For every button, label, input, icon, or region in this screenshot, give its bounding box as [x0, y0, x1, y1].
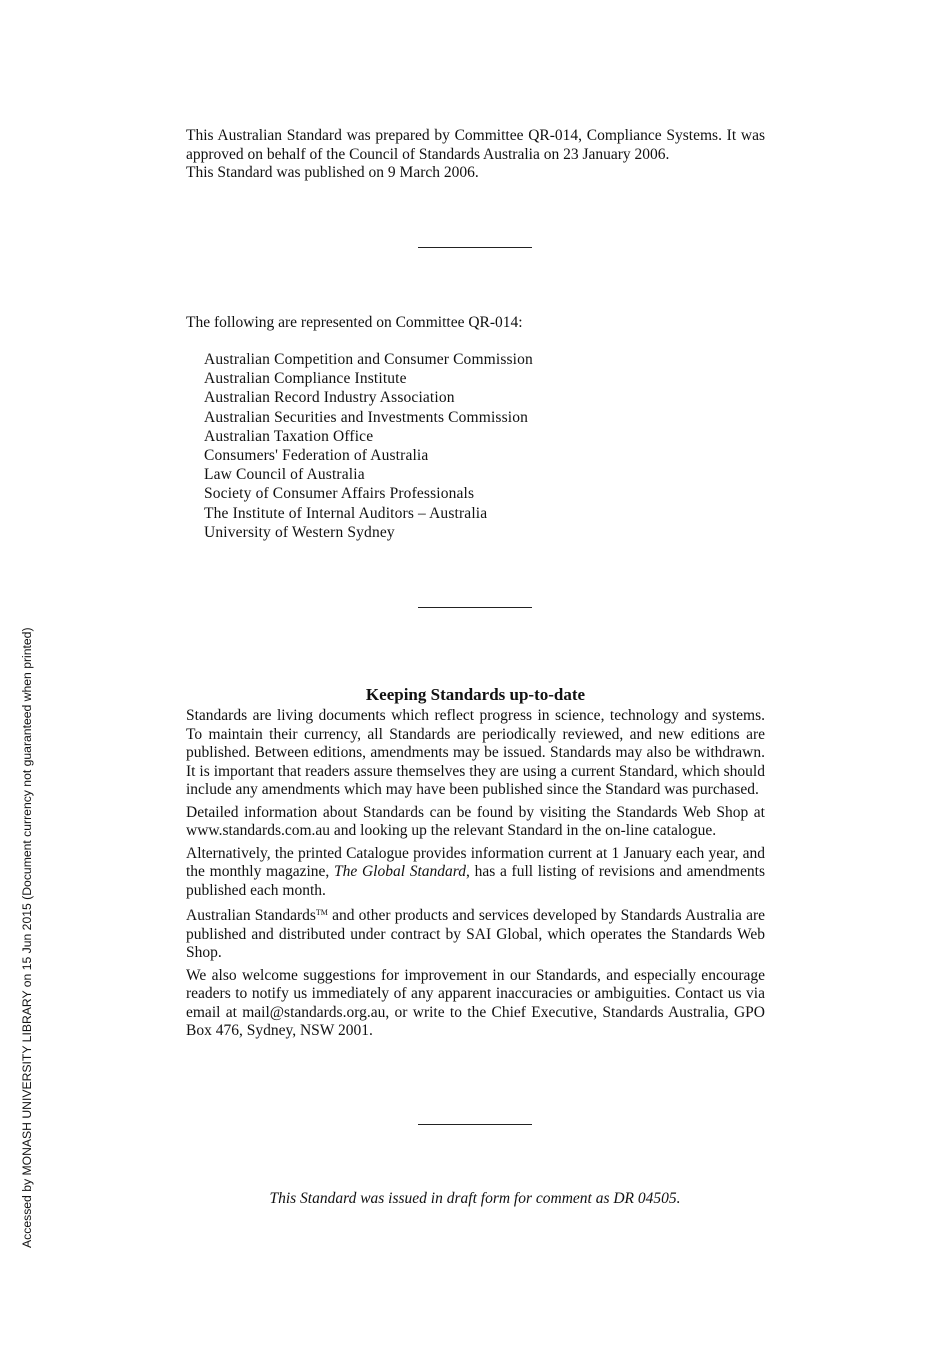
sai-text-start: Australian Standards: [186, 907, 316, 924]
draft-note: This Standard was issued in draft form for comment as DR 04505.: [269, 1190, 681, 1207]
list-item: Australian Taxation Office: [204, 427, 374, 445]
access-watermark: Accessed by MONASH UNIVERSITY LIBRARY on 15 Jun 2015 (Document currency not guaranteed when printed): [20, 627, 34, 1248]
list-item: Australian Competition and Consumer Commission: [204, 351, 533, 368]
publication-date-statement: This Standard was published on 9 March 2006.: [186, 164, 479, 181]
list-item: Law Council of Australia: [204, 466, 365, 484]
sai-text-end: and other products and services developed by Standards Australia are published and distributed under contract by SAI Global, which operates the Standards Web Shop.: [186, 907, 765, 961]
section-heading: Keeping Standards up-to-date: [365, 685, 586, 704]
magazine-title: The Global Standard: [334, 863, 466, 880]
list-item: Australian Securities and Investments Commission: [204, 408, 529, 426]
approval-statement: This Australian Standard was prepared by Committee QR-014, Compliance Systems. It was approved on behalf of the Council of Standards Australia on 23 January 2006.: [186, 127, 765, 163]
catalogue-text-start: Alternatively, the printed Catalogue provides information current at 1 January each year, and the monthly magazine,: [186, 844, 765, 880]
paragraph-catalogue: [186, 845, 765, 901]
keeping-standards-section: [186, 684, 765, 1041]
paragraph-web-shop: Detailed information about Standards can be found by visiting the Standards Web Shop at www.standards.com.au and looking up the relevant Standard in the on-line catalogue.: [186, 803, 765, 839]
preparation-block: [186, 127, 765, 183]
section-divider: [418, 1124, 532, 1125]
catalogue-text-end: , has a full listing of revisions and amendments published each month.: [186, 863, 765, 899]
paragraph-sai-global: [186, 904, 765, 963]
list-item: The Institute of Internal Auditors – Australia: [204, 504, 488, 522]
committee-intro-text: The following are represented on Committee QR-014:: [186, 314, 523, 331]
committee-intro: [186, 314, 765, 333]
list-item: University of Western Sydney: [204, 523, 395, 541]
list-item: Consumers' Federation of Australia: [204, 447, 429, 465]
paragraph-living-documents: Standards are living documents which reflect progress in science, technology and systems. To maintain their currency, all Standards are periodically reviewed, and new editions are published. Between editions, amendments may be issued. Standards may also be withdrawn. It is important that readers assure themselves they are using a current Standard, which should include any amendments which may have been published since the Standard was purchased.: [186, 707, 765, 798]
committee-members-list: [204, 350, 533, 542]
list-item: Society of Consumer Affairs Professionals: [204, 485, 475, 503]
list-item: Australian Compliance Institute: [204, 370, 407, 388]
trademark-mark: TM: [315, 908, 328, 917]
list-item: Australian Record Industry Association: [204, 389, 455, 407]
section-divider: [418, 607, 532, 608]
section-divider: [418, 247, 532, 248]
paragraph-feedback: We also welcome suggestions for improvement in our Standards, and especially encourage readers to notify us immediately of any apparent inaccuracies or ambiguities. Contact us via email at mail@standards.org.au, or write to the Chief Executive, Standards Australia, GPO Box 476, Sydney, NSW 2001.: [186, 966, 765, 1039]
